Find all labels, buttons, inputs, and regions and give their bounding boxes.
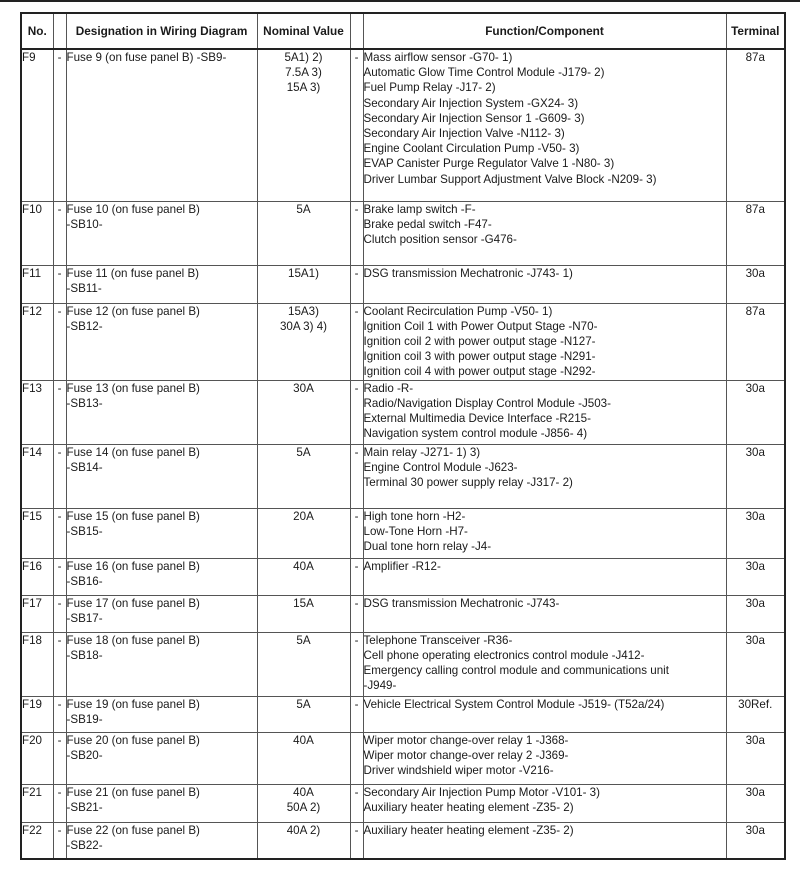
terminal-cell: 30a: [726, 508, 785, 558]
function-component-cell-line: Secondary Air Injection Sensor 1 -G609- 3): [363, 111, 585, 125]
header-designation: Designation in Wiring Diagram: [66, 13, 257, 49]
terminal-cell: 30Ref.: [726, 696, 785, 732]
function-component-cell-line: DSG transmission Mechatronic -J743-: [363, 596, 560, 610]
dash-separator: -: [350, 303, 363, 380]
function-component-cell-line: Dual tone horn relay -J4-: [363, 539, 492, 553]
table-row: [21, 201, 785, 265]
nominal-value-cell: [257, 632, 350, 696]
function-component-cell-line: Mass airflow sensor -G70- 1): [363, 51, 513, 64]
function-component-cell-line: Engine Control Module -J623-: [363, 460, 518, 474]
designation-cell-line: -SB19-: [66, 712, 103, 726]
function-component-cell-line: Brake pedal switch -F47-: [363, 217, 492, 231]
nominal-value-cell-line: 40A: [293, 559, 314, 573]
page-top-rule: [0, 0, 800, 2]
designation-cell: [66, 508, 257, 558]
designation-cell: [66, 201, 257, 265]
function-component-cell-line: Driver Lumbar Support Adjustment Valve Block -N209- 3): [363, 172, 657, 186]
fuse-number: F12: [21, 303, 53, 380]
fuse-number: F21: [21, 784, 53, 822]
function-component-cell-line: Auxiliary heater heating element -Z35- 2): [363, 823, 574, 837]
function-component-cell-line: Ignition coil 3 with power output stage -N291-: [363, 350, 596, 364]
nominal-value-cell: [257, 265, 350, 303]
nominal-value-cell: [257, 732, 350, 784]
designation-cell-line: -SB16-: [66, 574, 103, 588]
function-component-cell-line: Ignition coil 2 with power output stage -N127-: [363, 334, 596, 348]
function-component-cell-line: High tone horn -H2-: [363, 509, 466, 523]
function-component-cell-line: Fuel Pump Relay -J17- 2): [363, 81, 496, 95]
designation-cell-line: -SB17-: [66, 611, 103, 625]
table-row: [21, 444, 785, 508]
designation-cell-line: Fuse 14 (on fuse panel B): [66, 445, 200, 459]
terminal-cell: 30a: [726, 558, 785, 595]
function-component-cell: [363, 303, 726, 380]
dash-separator: -: [53, 508, 66, 558]
function-component-cell-line: -J949-: [363, 679, 397, 693]
designation-cell-line: -SB15-: [66, 524, 103, 538]
designation-cell: [66, 732, 257, 784]
table-row: [21, 732, 785, 784]
designation-cell: [66, 558, 257, 595]
nominal-value-cell-line: 5A: [296, 202, 311, 216]
designation-cell: [66, 595, 257, 632]
designation-cell: [66, 444, 257, 508]
function-component-cell-line: Engine Coolant Circulation Pump -V50- 3): [363, 142, 580, 156]
nominal-value-cell-line: 40A: [293, 785, 314, 799]
designation-cell: [66, 784, 257, 822]
dash-separator: -: [350, 265, 363, 303]
fuse-table: [20, 12, 786, 860]
function-component-cell-line: Driver windshield wiper motor -V216-: [363, 763, 554, 777]
fuse-number: F22: [21, 822, 53, 859]
header-dash: [53, 13, 66, 49]
table-row: [21, 49, 785, 201]
designation-cell-line: -SB11-: [66, 281, 102, 295]
function-component-cell-line: Radio -R-: [363, 381, 414, 395]
function-component-cell-line: Amplifier -R12-: [363, 559, 441, 573]
dash-separator: -: [350, 444, 363, 508]
dash-separator: -: [53, 265, 66, 303]
function-component-cell-line: Wiper motor change-over relay 2 -J369-: [363, 748, 569, 762]
fuse-number: F18: [21, 632, 53, 696]
nominal-value-cell-line: 15A 3): [286, 81, 321, 95]
designation-cell-line: -SB22-: [66, 838, 103, 852]
nominal-value-cell-line: 30A: [293, 381, 314, 395]
dash-separator: -: [53, 696, 66, 732]
function-component-cell-line: Secondary Air Injection Valve -N112- 3): [363, 127, 565, 141]
function-component-cell-line: Ignition coil 4 with power output stage -N292-: [363, 365, 596, 379]
fuse-number: F17: [21, 595, 53, 632]
table-row: [21, 822, 785, 859]
nominal-value-cell-line: 15A3): [288, 304, 319, 318]
dash-separator: -: [350, 380, 363, 444]
designation-cell-line: -SB12-: [66, 319, 103, 333]
function-component-cell-line: Secondary Air Injection System -GX24- 3): [363, 96, 579, 110]
nominal-value-cell-line: 40A 2): [286, 823, 321, 837]
nominal-value-cell: [257, 380, 350, 444]
function-component-cell-line: DSG transmission Mechatronic -J743- 1): [363, 266, 573, 280]
table-row: [21, 595, 785, 632]
function-component-cell-line: Main relay -J271- 1) 3): [363, 445, 481, 459]
function-component-cell: [363, 380, 726, 444]
nominal-value-cell-line: 5A: [296, 445, 311, 459]
nominal-value-cell-line: 30A 3) 4): [279, 319, 328, 333]
designation-cell: [66, 632, 257, 696]
designation-cell: [66, 49, 257, 201]
nominal-value-cell-line: 5A: [296, 633, 311, 647]
fuse-number: F16: [21, 558, 53, 595]
nominal-value-cell: [257, 444, 350, 508]
table-row: [21, 508, 785, 558]
terminal-cell: 30a: [726, 595, 785, 632]
terminal-cell: 30a: [726, 822, 785, 859]
function-component-cell: [363, 784, 726, 822]
function-component-cell-line: Clutch position sensor -G476-: [363, 232, 517, 246]
header-function: Function/Component: [363, 13, 726, 49]
designation-cell-line: Fuse 12 (on fuse panel B): [66, 304, 200, 318]
table-row: [21, 632, 785, 696]
nominal-value-cell-line: 50A 2): [286, 800, 321, 814]
nominal-value-cell: [257, 201, 350, 265]
table-row: [21, 558, 785, 595]
function-component-cell: [363, 632, 726, 696]
header-dash: [350, 13, 363, 49]
dash-separator: -: [53, 49, 66, 201]
dash-separator: -: [53, 201, 66, 265]
table-row: [21, 380, 785, 444]
dash-separator: -: [350, 508, 363, 558]
designation-cell-line: -SB18-: [66, 648, 103, 662]
designation-cell-line: -SB20-: [66, 748, 103, 762]
function-component-cell-line: Cell phone operating electronics control module -J412-: [363, 648, 645, 662]
designation-cell-line: Fuse 17 (on fuse panel B): [66, 596, 200, 610]
nominal-value-cell-line: 15A1): [288, 266, 319, 280]
designation-cell-line: Fuse 22 (on fuse panel B): [66, 823, 200, 837]
dash-separator: -: [53, 558, 66, 595]
fuse-number: F15: [21, 508, 53, 558]
nominal-value-cell: [257, 558, 350, 595]
function-component-cell: [363, 265, 726, 303]
function-component-cell: [363, 595, 726, 632]
function-component-cell-line: Ignition Coil 1 with Power Output Stage -N70-: [363, 319, 598, 333]
nominal-value-cell: [257, 784, 350, 822]
designation-cell: [66, 822, 257, 859]
function-component-cell-line: Wiper motor change-over relay 1 -J368-: [363, 733, 569, 747]
dash-separator: -: [350, 696, 363, 732]
function-component-cell-line: Coolant Recirculation Pump -V50- 1): [363, 304, 553, 318]
function-component-cell-line: Terminal 30 power supply relay -J317- 2): [363, 475, 573, 489]
designation-cell-line: Fuse 9 (on fuse panel B) -SB9-: [66, 51, 227, 64]
function-component-cell-line: Navigation system control module -J856- 4): [363, 427, 588, 441]
function-component-cell: [363, 49, 726, 201]
fuse-number: F19: [21, 696, 53, 732]
function-component-cell-line: Radio/Navigation Display Control Module -J503-: [363, 396, 611, 410]
header-no: No.: [21, 13, 53, 49]
dash-separator: -: [350, 784, 363, 822]
table-row: [21, 303, 785, 380]
designation-cell-line: Fuse 13 (on fuse panel B): [66, 381, 200, 395]
designation-cell: [66, 303, 257, 380]
dash-separator: -: [350, 49, 363, 201]
table-header-row: [21, 13, 785, 49]
dash-separator: -: [350, 595, 363, 632]
fuse-number: F13: [21, 380, 53, 444]
dash-separator: -: [350, 201, 363, 265]
designation-cell-line: Fuse 21 (on fuse panel B): [66, 785, 200, 799]
table-row: [21, 265, 785, 303]
terminal-cell: 30a: [726, 784, 785, 822]
function-component-cell-line: EVAP Canister Purge Regulator Valve 1 -N80- 3): [363, 157, 615, 171]
nominal-value-cell-line: 15A: [293, 596, 314, 610]
dash-separator: -: [350, 558, 363, 595]
function-component-cell-line: Auxiliary heater heating element -Z35- 2): [363, 800, 574, 814]
designation-cell-line: Fuse 18 (on fuse panel B): [66, 633, 200, 647]
fuse-number: F11: [21, 265, 53, 303]
dash-separator: [350, 732, 363, 784]
nominal-value-cell-line: 40A: [293, 733, 314, 747]
designation-cell-line: Fuse 11 (on fuse panel B): [66, 266, 200, 280]
designation-cell-line: -SB14-: [66, 460, 103, 474]
dash-separator: -: [53, 822, 66, 859]
designation-cell-line: Fuse 20 (on fuse panel B): [66, 733, 200, 747]
fuse-number: F10: [21, 201, 53, 265]
nominal-value-cell: [257, 303, 350, 380]
terminal-cell: 30a: [726, 380, 785, 444]
nominal-value-cell: [257, 49, 350, 201]
terminal-cell: 87a: [726, 303, 785, 380]
function-component-cell-line: Telephone Transceiver -R36-: [363, 633, 513, 647]
dash-separator: -: [53, 303, 66, 380]
function-component-cell-line: Vehicle Electrical System Control Module -J519- (T52a/24): [363, 697, 665, 711]
function-component-cell: [363, 444, 726, 508]
dash-separator: -: [53, 595, 66, 632]
function-component-cell-line: Secondary Air Injection Pump Motor -V101- 3): [363, 785, 600, 799]
function-component-cell: [363, 508, 726, 558]
designation-cell: [66, 265, 257, 303]
terminal-cell: 30a: [726, 444, 785, 508]
terminal-cell: 30a: [726, 732, 785, 784]
function-component-cell: [363, 558, 726, 595]
designation-cell: [66, 696, 257, 732]
function-component-cell: [363, 201, 726, 265]
table-row: [21, 696, 785, 732]
terminal-cell: 30a: [726, 632, 785, 696]
dash-separator: -: [53, 784, 66, 822]
designation-cell-line: -SB10-: [66, 217, 103, 231]
nominal-value-cell: [257, 595, 350, 632]
header-terminal: Terminal: [726, 13, 785, 49]
function-component-cell-line: Automatic Glow Time Control Module -J179- 2): [363, 66, 605, 80]
designation-cell-line: Fuse 16 (on fuse panel B): [66, 559, 200, 573]
terminal-cell: 30a: [726, 265, 785, 303]
designation-cell-line: Fuse 15 (on fuse panel B): [66, 509, 200, 523]
function-component-cell: [363, 822, 726, 859]
dash-separator: -: [53, 632, 66, 696]
dash-separator: -: [350, 632, 363, 696]
function-component-cell: [363, 696, 726, 732]
nominal-value-cell: [257, 696, 350, 732]
nominal-value-cell: [257, 822, 350, 859]
table-body: [21, 49, 785, 859]
designation-cell-line: Fuse 10 (on fuse panel B): [66, 202, 200, 216]
table-row: [21, 784, 785, 822]
nominal-value-cell-line: 5A: [296, 697, 311, 711]
dash-separator: -: [53, 444, 66, 508]
nominal-value-cell: [257, 508, 350, 558]
terminal-cell: 87a: [726, 201, 785, 265]
dash-separator: -: [53, 380, 66, 444]
header-nominal: Nominal Value: [257, 13, 350, 49]
function-component-cell: [363, 732, 726, 784]
designation-cell: [66, 380, 257, 444]
nominal-value-cell-line: 5A1) 2): [284, 51, 323, 64]
fuse-number: F9: [21, 49, 53, 201]
dash-separator: -: [53, 732, 66, 784]
fuse-number: F14: [21, 444, 53, 508]
function-component-cell-line: External Multimedia Device Interface -R215-: [363, 411, 591, 425]
function-component-cell-line: Emergency calling control module and communications unit: [363, 663, 669, 677]
designation-cell-line: -SB13-: [66, 396, 103, 410]
terminal-cell: 87a: [726, 49, 785, 201]
dash-separator: -: [350, 822, 363, 859]
function-component-cell-line: Brake lamp switch -F-: [363, 202, 476, 216]
fuse-number: F20: [21, 732, 53, 784]
designation-cell-line: -SB21-: [66, 800, 103, 814]
nominal-value-cell-line: 20A: [293, 509, 314, 523]
designation-cell-line: Fuse 19 (on fuse panel B): [66, 697, 200, 711]
function-component-cell-line: Low-Tone Horn -H7-: [363, 524, 468, 538]
nominal-value-cell-line: 7.5A 3): [285, 66, 322, 80]
